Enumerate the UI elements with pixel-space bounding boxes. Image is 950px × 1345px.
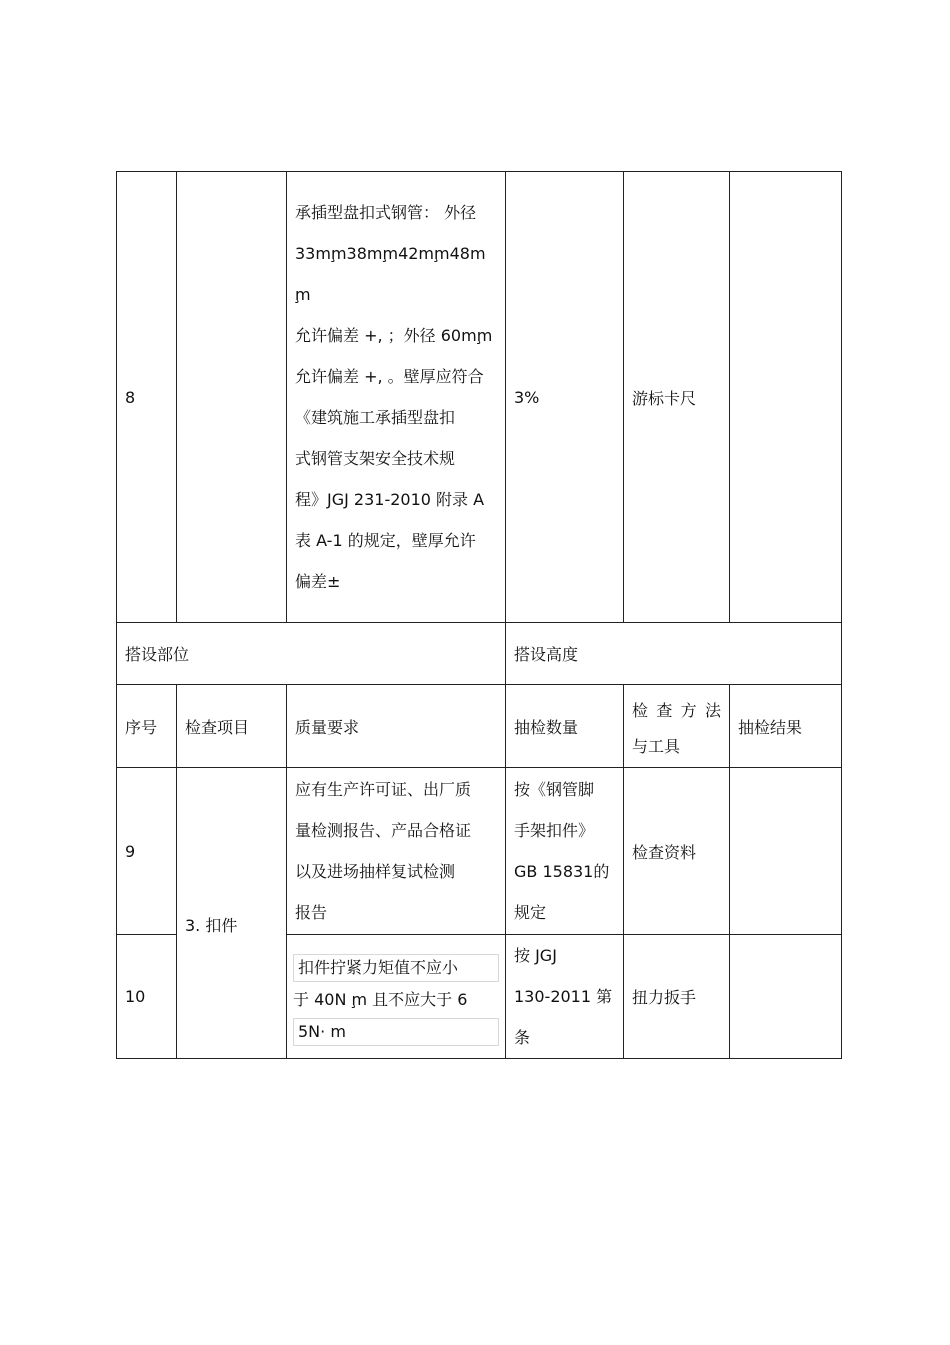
requirement-line-8-7: 程》JGJ 231-2010 附录 A (295, 490, 485, 509)
header-item: 检查项目 (177, 685, 287, 768)
requirement-line-10-1: 扣件拧紧力矩值不应小 (293, 954, 499, 982)
cell-no-10: 10 (117, 935, 177, 1059)
cell-method-10: 扭力扳手 (624, 935, 730, 1059)
requirement-line-8-8: 表 A-1 的规定，壁厚允许 (295, 531, 476, 550)
cell-no-8: 8 (117, 172, 177, 623)
sample-line-10-3: 条 (514, 1028, 531, 1047)
requirement-line-8-6: 式钢管支架安全技术规 (295, 449, 456, 468)
requirement-line-8-1: 承插型盘扣式钢管： 外径 (295, 203, 477, 222)
cell-no-9: 9 (117, 768, 177, 935)
header-result: 抽检结果 (730, 685, 842, 768)
requirement-line-9-1: 应有生产许可证、出厂质 (295, 780, 472, 799)
requirement-text-9 (295, 769, 497, 933)
cell-height-label: 搭设高度 (506, 623, 842, 685)
requirement-line-9-3: 以及进场抽样复试检测 (295, 862, 456, 881)
requirement-line-8-5: 《建筑施工承插型盘扣 (295, 408, 456, 427)
sample-text-10 (514, 935, 615, 1058)
cell-method-8: 游标卡尺 (624, 172, 730, 623)
header-sample: 抽检数量 (506, 685, 624, 768)
requirement-line-8-9: 偏差± (295, 572, 341, 591)
cell-item-8 (177, 172, 287, 623)
cell-sample-8: 3% (506, 172, 624, 623)
cell-sample-10 (506, 935, 624, 1059)
table-row-location (117, 623, 842, 685)
sample-line-9-4: 规定 (514, 903, 547, 922)
header-method-line-2: 与工具 (632, 736, 681, 756)
cell-method-9: 检查资料 (624, 768, 730, 935)
table-header-row (117, 685, 842, 768)
cell-requirement-9 (287, 768, 506, 935)
cell-result-10 (730, 935, 842, 1059)
header-method-line-1: 检 查 方 法 (632, 700, 721, 720)
inspection-table (116, 171, 842, 1059)
requirement-line-9-2: 量检测报告、产品合格证 (295, 821, 472, 840)
sample-line-9-3: GB 15831的 (514, 862, 610, 881)
sample-line-9-1: 按《钢管脚 (514, 780, 595, 799)
cell-result-9 (730, 768, 842, 935)
requirement-line-8-4: 允许偏差 +, 。壁厚应符合 (295, 367, 484, 386)
requirement-line-8-3: 允许偏差 +, ；外径 60mm̧ (295, 326, 493, 345)
cell-group-item: 3. 扣件 (177, 768, 287, 1059)
cell-requirement-8 (287, 172, 506, 623)
inspection-table-sheet (116, 171, 841, 1059)
cell-sample-9 (506, 768, 624, 935)
cell-requirement-10 (287, 935, 506, 1059)
cell-location-label: 搭设部位 (117, 623, 506, 685)
header-method (624, 685, 730, 768)
table-row-8 (117, 172, 842, 623)
sample-text-9 (514, 769, 615, 933)
table-row-9 (117, 768, 842, 935)
header-requirement: 质量要求 (287, 685, 506, 768)
requirement-text-8 (295, 192, 497, 602)
sample-line-10-2: 130-2011 第 (514, 987, 613, 1006)
cell-result-8 (730, 172, 842, 623)
header-no: 序号 (117, 685, 177, 768)
requirement-line-9-4: 报告 (295, 903, 328, 922)
requirement-line-10-2: 于 40N m̧ 且不应大于 6 (293, 989, 468, 1009)
requirement-line-10-3: 5N· m (293, 1018, 499, 1046)
sample-line-10-1: 按 JGJ (514, 946, 557, 965)
requirement-line-8-2: 33mm̧38mm̧42mm̧48mm̧ (295, 244, 486, 304)
sample-line-9-2: 手架扣件》 (514, 821, 595, 840)
